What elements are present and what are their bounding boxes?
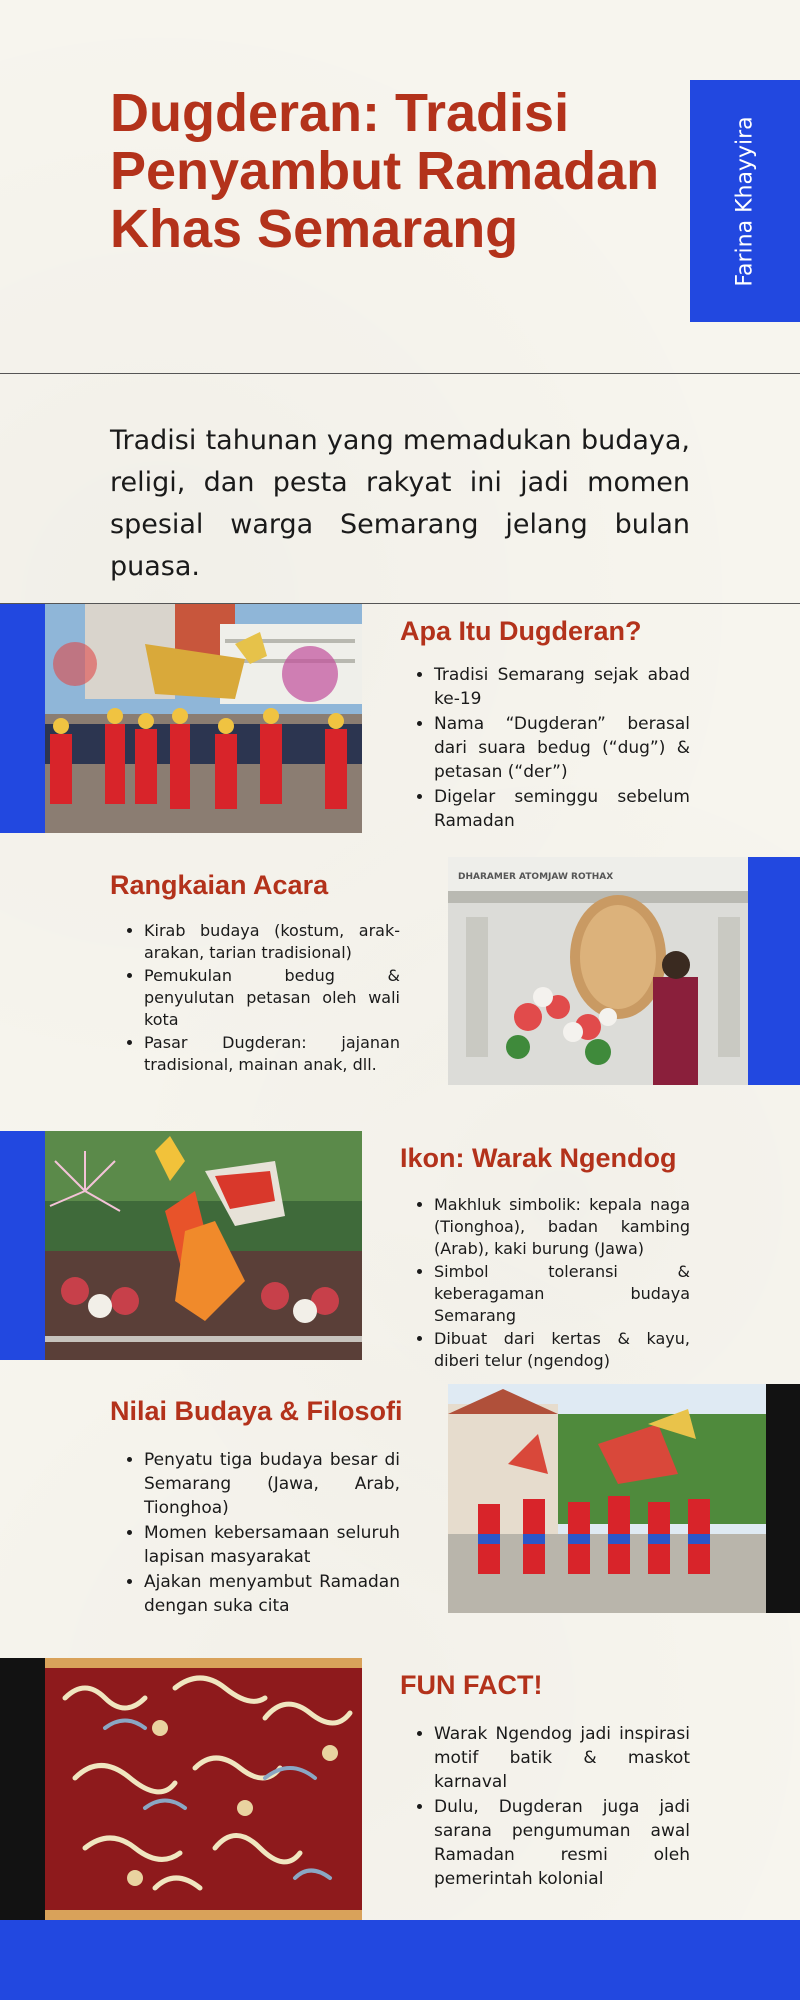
accent-bar <box>0 1131 45 1360</box>
section-list <box>110 920 400 1077</box>
accent-bar <box>766 1384 800 1613</box>
divider <box>0 373 800 374</box>
section-list <box>110 1448 400 1619</box>
section-title: Nilai Budaya & Filosofi <box>110 1396 403 1426</box>
section-title: Apa Itu Dugderan? <box>400 616 642 646</box>
section-title: Rangkaian Acara <box>110 870 329 900</box>
list-item: • Pasar Dugderan: jajanan tradisional, mainan anak, dll. <box>144 1032 400 1076</box>
list-item: • Tradisi Semarang sejak abad ke-19 <box>434 663 690 711</box>
list-item: • Digelar seminggu sebelum Ramadan <box>434 785 690 833</box>
list-item: • Makhluk simbolik: kepala naga (Tionghoa), badan kambing (Arab), kaki burung (Jawa) <box>434 1194 690 1260</box>
list-item: • Penyatu tiga budaya besar di Semarang (Jawa, Arab, Tionghoa) <box>144 1448 400 1520</box>
list-item: • Warak Ngendog jadi inspirasi motif batik & maskot karnaval <box>434 1722 690 1794</box>
list-item: • Simbol toleransi & keberagaman budaya Semarang <box>434 1261 690 1327</box>
intro-paragraph: Tradisi tahunan yang memadukan budaya, religi, dan pesta rakyat ini jadi momen spesial warga Semarang jelang bulan puasa. <box>110 425 690 582</box>
list-item: • Pemukulan bedug & penyulutan petasan oleh wali kota <box>144 965 400 1031</box>
accent-bar <box>0 1658 45 1920</box>
building-sign: DHARAMER ATOMJAW ROTHAX <box>458 872 614 882</box>
list-item: • Ajakan menyambut Ramadan dengan suka cita <box>144 1570 400 1618</box>
parade-photo-icon <box>45 604 362 833</box>
page-title: Dugderan: Tradisi Penyambut Ramadan Khas Semarang <box>110 83 660 259</box>
batik-photo-icon <box>45 1658 362 1920</box>
list-item: • Dulu, Dugderan juga jadi sarana pengumuman awal Ramadan resmi oleh pemerintah kolonial <box>434 1795 690 1891</box>
author-name: Farina Khayyira <box>732 115 758 287</box>
section-list <box>400 663 690 834</box>
list-item: • Momen kebersamaan seluruh lapisan masyarakat <box>144 1521 400 1569</box>
list-item: • Kirab budaya (kostum, arak-arakan, tarian tradisional) <box>144 920 400 964</box>
section-title: Ikon: Warak Ngendog <box>400 1143 677 1173</box>
section-title: FUN FACT! <box>400 1670 543 1700</box>
footer-bar <box>0 1920 800 2000</box>
list-item: • Dibuat dari kertas & kayu, diberi telur (ngendog) <box>434 1328 690 1372</box>
accent-bar <box>0 604 45 833</box>
dancers-photo-icon <box>448 1384 766 1613</box>
warak-photo-icon <box>45 1131 362 1360</box>
section-list <box>400 1722 690 1892</box>
list-item: • Nama “Dugderan” berasal dari suara bedug (“dug”) & petasan (“der”) <box>434 712 690 784</box>
author-badge <box>690 80 800 322</box>
section-list <box>400 1194 690 1373</box>
bedug-photo-icon <box>448 857 748 1085</box>
accent-bar <box>748 857 800 1085</box>
